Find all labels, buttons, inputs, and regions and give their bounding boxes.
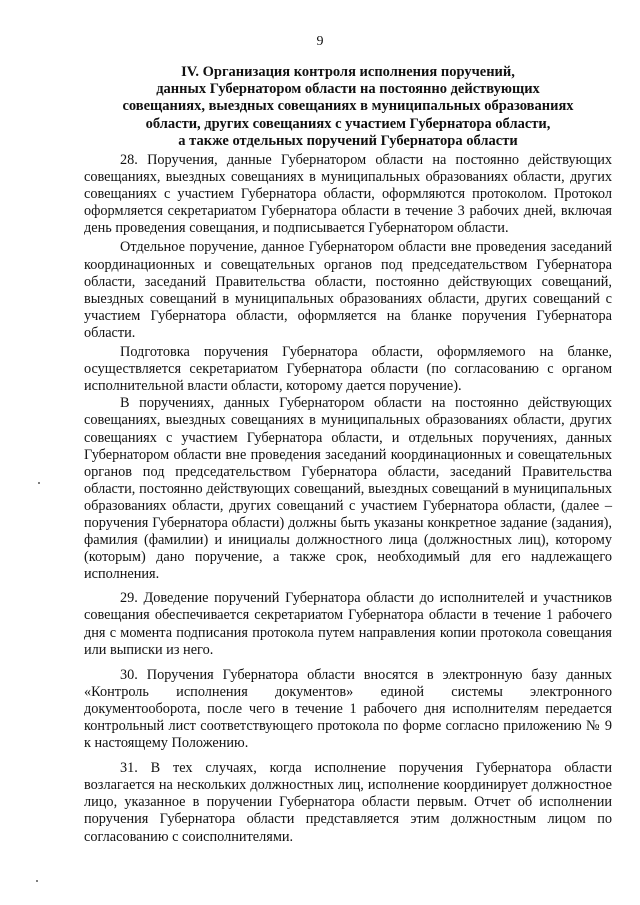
paragraph-order-contents: В поручениях, данных Губернатором области на постоянно действующих совещаниях, выездных совещаниях в муниципальных образованиях области, других совещаниях с участием Губернатора области, и отдельных поручениях, данных Губернатором области вне проведения заседаний координационных и совещательных органов под председательством Губернатора области, заседаний Правительства области, постоянно действующих совещаний, выездных совещаний в муниципальных образованиях области, других совещаний с участием Губернатора области, (далее – поручения Губернатора области) должны быть указаны конкретное задание (задания), фамилия (фамилии) и инициалы должностного лица (должностных лиц), которому (которым) дано поручение, а также срок, необходимый для его надлежащего исполнения. [84,395,612,583]
section-heading [84,64,612,150]
document-content [84,64,612,846]
page-number: 9 [316,34,324,49]
paragraph-30: 30. Поручения Губернатора области вносятся в электронную базу данных «Контроль исполнения документов» единой системы электронного документооборота, после чего в течение 1 рабочего дня исполнителям передается контрольный лист соответствующего протокола по форме согласно приложению № 9 к настоящему Положению. [84,666,612,752]
section-heading-line: данных Губернатором области на постоянно действующих [156,81,540,98]
section-heading-line: совещаниях, выездных совещаниях в муниципальных образованиях [122,98,574,115]
paragraph-29: 29. Доведение поручений Губернатора области до исполнителей и участников совещания обеспечивается секретариатом Губернатора области в течение 1 рабочего дня с момента подписания протокола путем направления копии протокола совещания или выписки из него. [84,590,612,658]
scan-speck [38,482,40,484]
paragraph-28: 28. Поручения, данные Губернатором области на постоянно действующих совещаниях, выездных совещаниях в муниципальных образованиях области, других совещаниях с участием Губернатора области, оформляются протоколом. Протокол оформляется секретариатом Губернатора области в течение 3 рабочих дней, включая день проведения совещания, и подписывается Губернатором области. [84,152,612,237]
section-heading-line: а также отдельных поручений Губернатора области [178,132,518,149]
section-heading-line: IV. Организация контроля исполнения поручений, [181,64,515,80]
paragraph-separate-order: Отдельное поручение, данное Губернатором области вне проведения заседаний координационных и совещательных органов под председательством Губернатора области, заседаний Правительства области, постоянно действующих совещаний, выездных совещаний в муниципальных образованиях области, других совещаний с участием Губернатора области, оформляется на бланке поручения Губернатора области. [84,239,612,341]
paragraph-31: 31. В тех случаях, когда исполнение поручения Губернатора области возлагается на нескольких должностных лиц, исполнение координирует должностное лицо, указанное в поручении Губернатора области первым. Отчет об исполнении поручения Губернатора области представляется этим должностным лицом по согласованию с соисполнителями. [84,760,612,845]
section-heading-line: области, других совещаниях с участием Губернатора области, [145,115,551,132]
scan-speck [36,880,38,882]
paragraph-preparation: Подготовка поручения Губернатора области, оформляемого на бланке, осуществляется секретариатом Губернатора области (по согласованию с органом исполнительной власти области, которому дается поручение). [84,344,612,395]
